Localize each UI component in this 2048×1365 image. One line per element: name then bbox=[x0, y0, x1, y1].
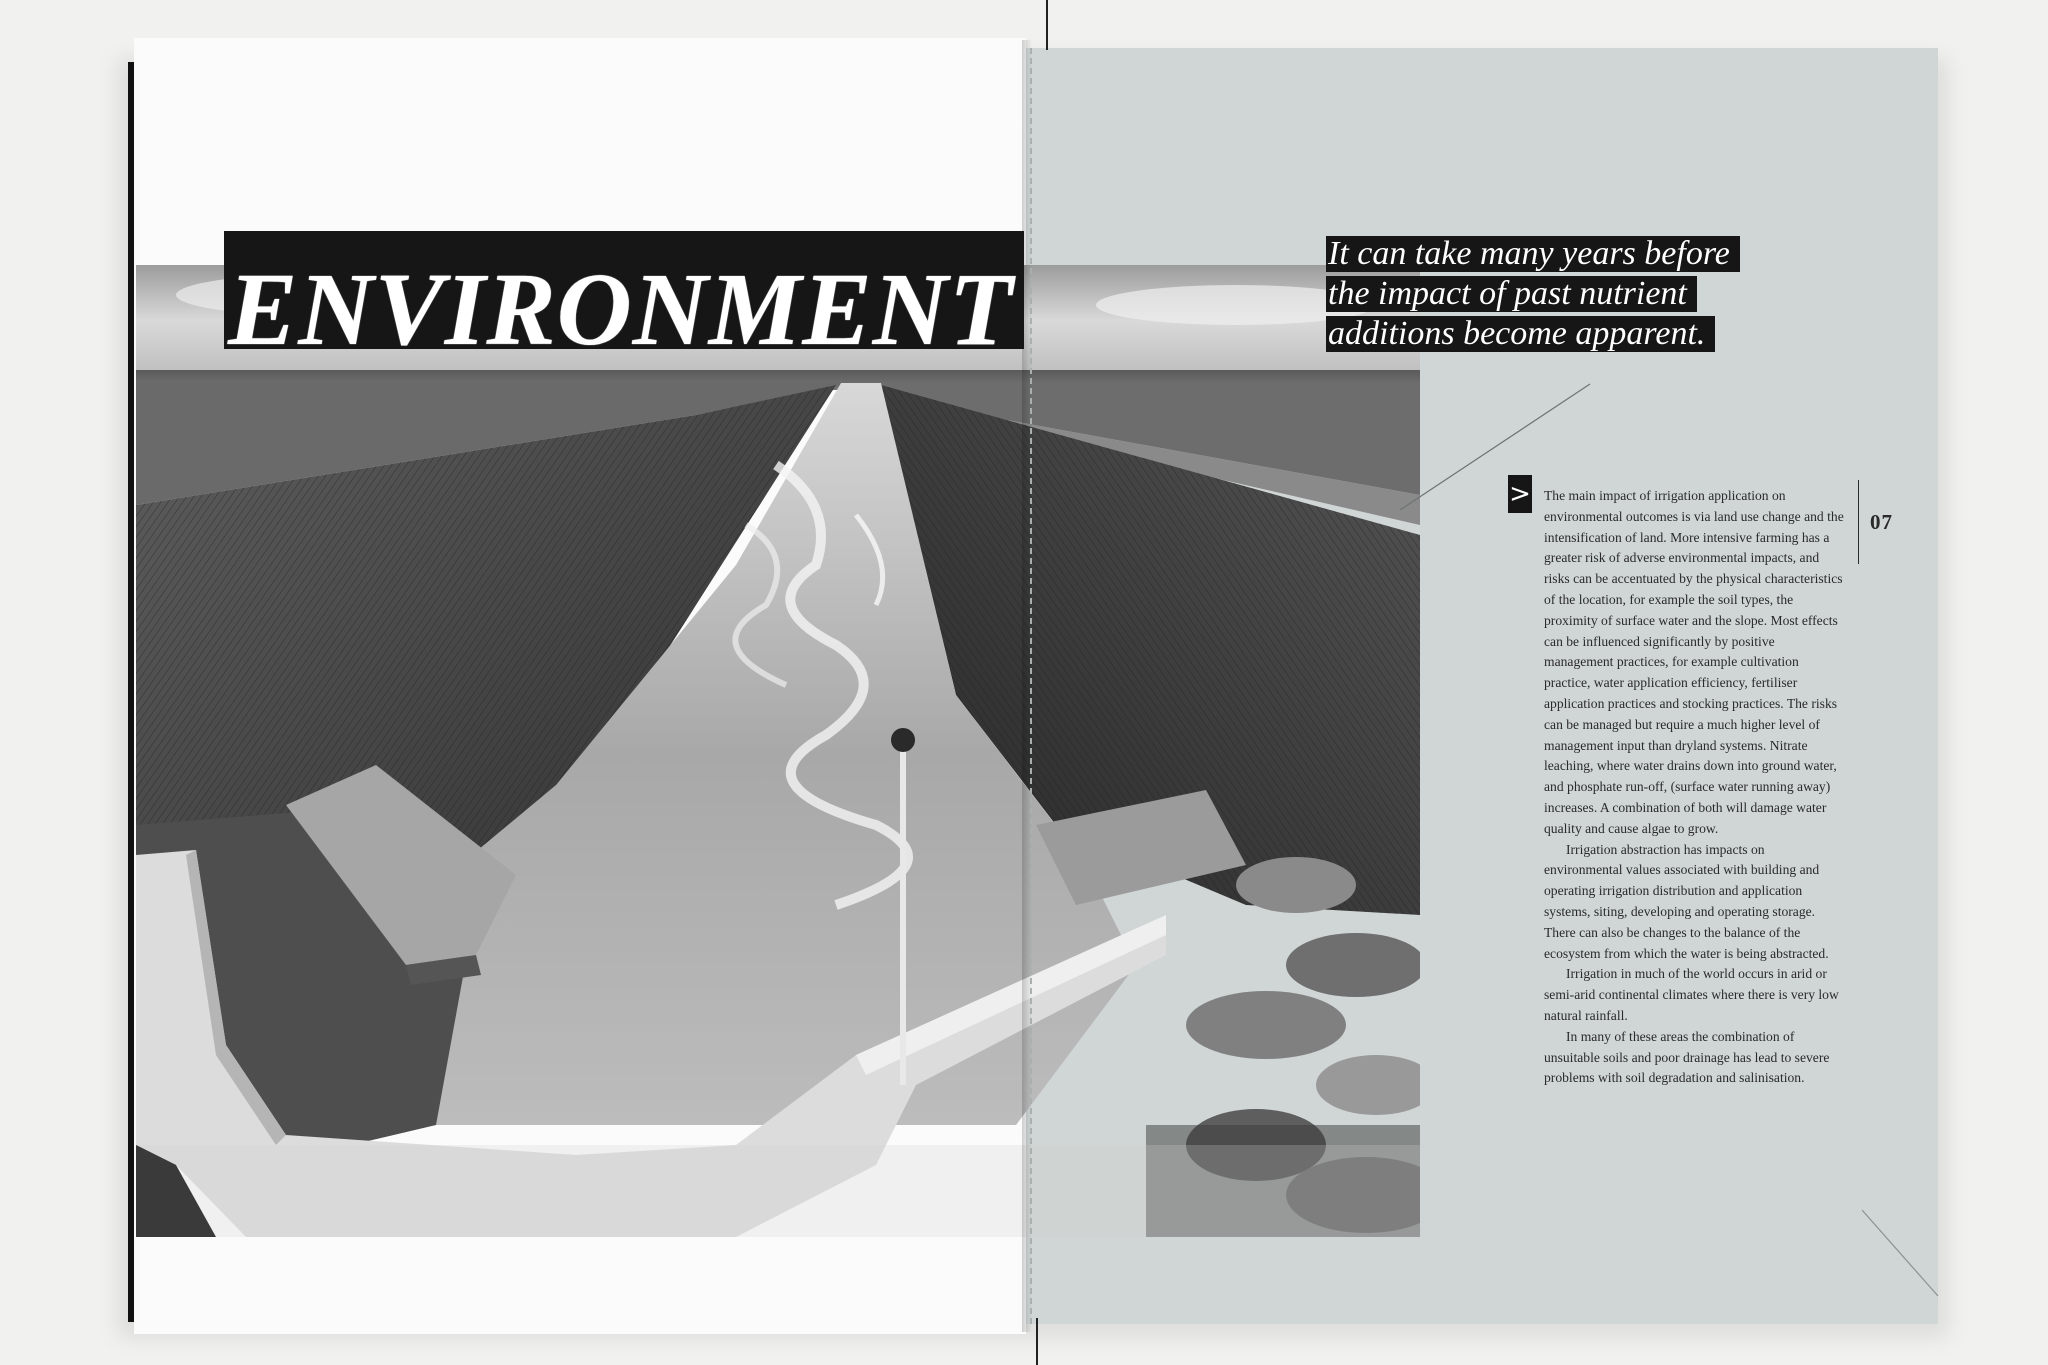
pull-quote-line: It can take many years before bbox=[1326, 236, 1740, 272]
body-paragraph: Irrigation abstraction has impacts on environmental values associated with building and operating irrigation distribution and application systems, siting, developing and operating storage. There can also be changes to the balance of the ecosystem from which the water is being abstracted. bbox=[1544, 841, 1829, 961]
body-paragraph: In many of these areas the combination of unsuitable soils and poor drainage has lead to severe problems with soil degradation and salinisation. bbox=[1544, 1028, 1830, 1086]
page-number-rule bbox=[1858, 480, 1859, 564]
body-text bbox=[1544, 486, 1844, 1089]
pull-quote bbox=[1326, 236, 1796, 356]
body-paragraph: The main impact of irrigation application on environmental outcomes is via land use change and the intensification of land. More intensive farming has a greater risk of adverse environmental impacts, and risks can be accentuated by the physical characteristics of the location, for example the soil types, the proximity of surface water and the slope. Most effects can be influenced significantly by positive management practices, for example cultivation practice, water application efficiency, fertiliser application practices and stocking practices. The risks can be managed but require a much higher level of management input than dryland systems. Nitrate leaching, where water drains down into ground water, and phosphate run-off, (surface water running away) increases. A combination of both will damage water quality and cause algae to grow. bbox=[1544, 488, 1844, 836]
pull-quote-line: additions become apparent. bbox=[1326, 316, 1715, 352]
page-title: ENVIRONMENT bbox=[228, 252, 1014, 367]
body-paragraph: Irrigation in much of the world occurs in arid or semi-arid continental climates where there is very low natural rainfall. bbox=[1544, 966, 1839, 1023]
binding-stitch bbox=[1030, 48, 1032, 1324]
corner-diagonal-rule bbox=[1862, 1210, 1942, 1300]
page-number: 07 bbox=[1870, 510, 1893, 534]
chevron-right-icon: > bbox=[1508, 475, 1532, 513]
binding-thread-top bbox=[1046, 0, 1048, 50]
binding-thread-bottom bbox=[1036, 1318, 1038, 1365]
irrigation-channel-photo bbox=[136, 265, 1420, 1237]
pull-quote-line: the impact of past nutrient bbox=[1326, 276, 1697, 312]
